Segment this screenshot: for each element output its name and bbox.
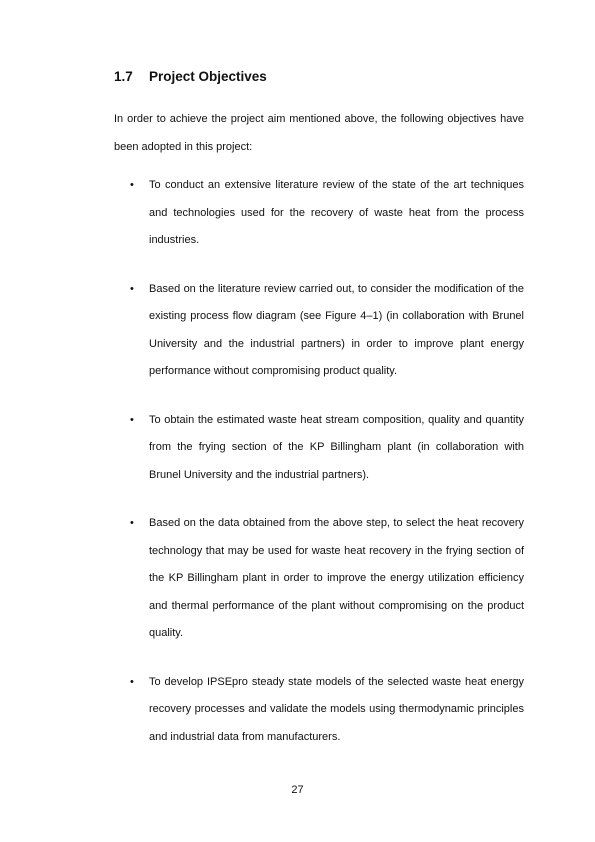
intro-paragraph: In order to achieve the project aim mentioned above, the following objectives have been adopted in this project: (114, 113, 524, 153)
bullet-icon: • (130, 282, 134, 295)
bullet-icon: • (130, 179, 134, 191)
section-title: Project Objectives (149, 69, 267, 84)
objective-text: Based on the literature review carried out, to consider the modification of the existing process flow diagram (see Figure 4–1) (in collaboration with Brunel University and the industrial partners) in order to improve plant energy performance without compromising product quality. (149, 282, 524, 377)
objectives-list (114, 172, 524, 772)
section-number: 1.7 (114, 69, 133, 84)
bullet-icon: • (130, 517, 134, 529)
bullet-icon: • (130, 675, 134, 688)
objective-text: To conduct an extensive literature review of the state of the art techniques and technologies used for the recovery of waste heat from the process industries. (149, 179, 524, 246)
page-number: 27 (291, 784, 304, 796)
objective-item-2 (114, 276, 524, 386)
objective-item-4 (114, 510, 524, 648)
objective-item-1 (114, 172, 524, 255)
objective-text: Based on the data obtained from the above step, to select the heat recovery technology that may be used for waste heat recovery in the frying section of the KP Billingham plant in order to improve the energy utilization efficiency and thermal performance of the plant without compromising on the product quality. (149, 517, 524, 639)
objective-text: To obtain the estimated waste heat stream composition, quality and quantity from the frying section of the KP Billingham plant (in collaboration with Brunel University and the industrial partners). (149, 413, 524, 481)
objective-item-3 (114, 407, 524, 490)
objective-text: To develop IPSEpro steady state models of the selected waste heat energy recovery processes and validate the models using thermodynamic principles and industrial data from manufacturers. (149, 675, 524, 743)
section-heading (114, 69, 267, 84)
bullet-icon: • (130, 413, 134, 426)
objective-item-5 (114, 669, 524, 752)
